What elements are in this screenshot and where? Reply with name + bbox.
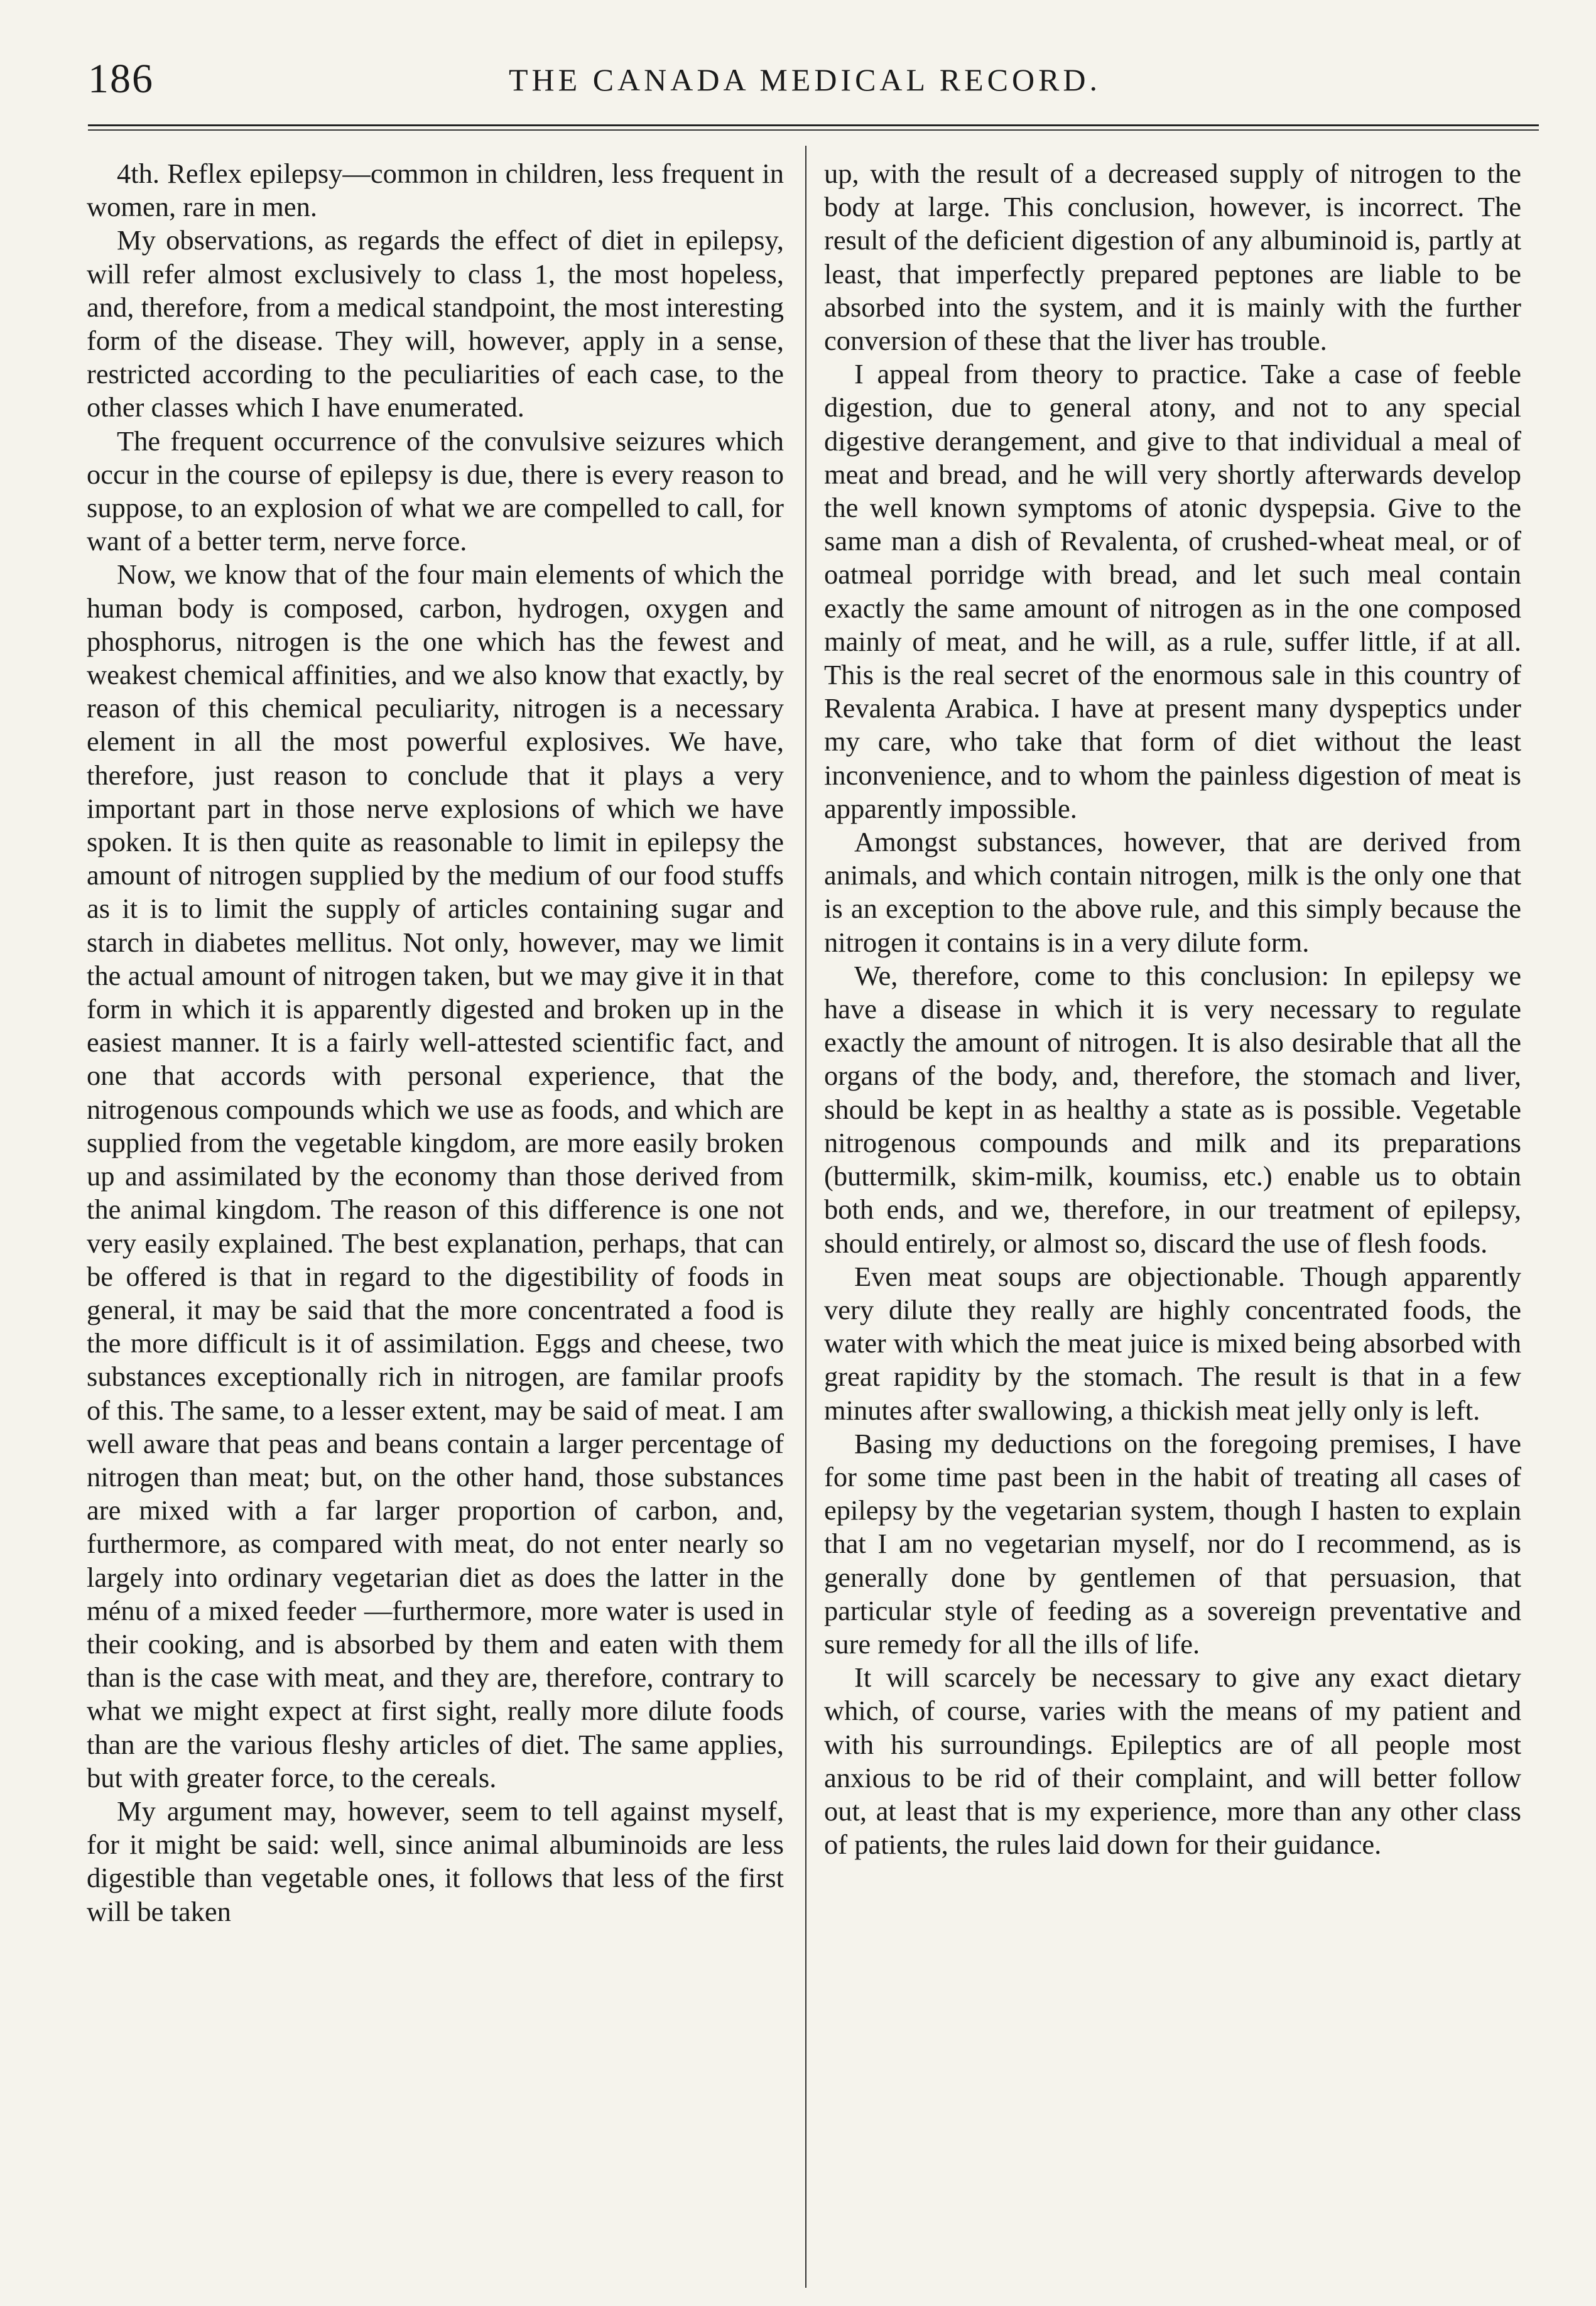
header-rule <box>88 124 1539 126</box>
page-number: 186 <box>88 56 154 102</box>
paragraph: Now, we know that of the four main elements of which the human body is composed, carbon, hydrogen, oxygen and phosphorus, nitrogen is the one which has the fewest and weakest chemical affinities, and we also know that exactly, by reason of this chemical peculiarity, nitrogen is a necessary element in all the most powerful explosives. We have, therefore, just reason to conclude that it plays a very important part in those nerve explosions of which we have spoken. It is then quite as reasonable to limit in epilepsy the amount of nitrogen supplied by the medium of our food stuffs as it is to limit the supply of articles containing sugar and starch in diabetes mellitus. Not only, however, may we limit the actual amount of nitrogen taken, but we may give it in that form in which it is apparently digested and broken up in the easiest manner. It is a fairly well-attested scientific fact, and one that accords with personal experience, that the nitrogenous compounds which we use as foods, and which are supplied from the vegetable kingdom, are more easily broken up and assimilated by the economy than those derived from the animal kingdom. The reason of this difference is one not very easily explained. The best explanation, perhaps, that can be offered is that in regard to the digestibility of foods in general, it may be said that the more concentrated a food is the more difficult is it of assimilation. Eggs and cheese, two substances exceptionally rich in nitrogen, are familar proofs of this. The same, to a lesser extent, may be said of meat. I am well aware that peas and beans contain a larger percentage of nitrogen than meat; but, on the other hand, those substances are mixed with a far larger proportion of carbon, and, furthermore, as compared with meat, do not enter nearly so largely into ordinary vegetarian diet as does the latter in the ménu of a mixed feeder —furthermore, more water is used in their cooking, and is absorbed by them and eaten with them than is the case with meat, and they are, therefore, contrary to what we might expect at first sight, really more dilute foods than are the various fleshy articles of diet. The same applies, but with greater force, to the cereals. <box>87 558 784 1793</box>
column-divider <box>805 146 806 2288</box>
paragraph: Even meat soups are objectionable. Though apparently very dilute they really are highly concentrated foods, the water with which the meat juice is mixed being absorbed with great rapidity by the stomach. The result is that in a few minutes after swallowing, a thickish meat jelly only is left. <box>824 1260 1521 1426</box>
right-column <box>824 157 1521 2280</box>
paragraph: The frequent occurrence of the convulsive seizures which occur in the course of epilepsy is due, there is every reason to suppose, to an explosion of what we are compelled to call, for want of a better term, nerve force. <box>87 425 784 557</box>
page-header <box>82 44 1545 113</box>
paragraph: up, with the result of a decreased supply of nitrogen to the body at large. This conclusion, however, is incorrect. The result of the deficient digestion of any albuminoid is, partly at least, that imperfectly prepared peptones are liable to be absorbed into the system, and it is mainly with the further conversion of these that the liver has trouble. <box>824 158 1521 357</box>
paragraph: We, therefore, come to this conclusion: In epilepsy we have a disease in which it is very necessary to regulate exactly the amount of nitrogen. It is also desirable that all the organs of the body, and, therefore, the stomach and liver, should be kept in as healthy a state as is possible. Vegetable nitrogenous compounds and milk and its preparations (buttermilk, skim-milk, koumiss, etc.) enable us to obtain both ends, and we, therefore, in our treatment of epilepsy, should entirely, or almost so, discard the use of flesh foods. <box>824 959 1521 1259</box>
paragraph: 4th. Reflex epilepsy—common in children, less frequent in women, rare in men. <box>87 158 784 223</box>
paragraph: My observations, as regards the effect of diet in epilepsy, will refer almost exclusively to class 1, the most hopeless, and, therefore, from a medical standpoint, the most interesting form of the disease. They will, however, apply in a sense, restricted according to the peculiarities of each case, to the other classes which I have enumerated. <box>87 224 784 423</box>
left-column <box>87 157 784 2280</box>
paragraph: Basing my deductions on the foregoing premises, I have for some time past been in the habit of treating all cases of epilepsy by the vegetarian system, though I hasten to explain that I am no vegetarian myself, nor do I recommend, as is generally done by gentlemen of that persuasion, that particular style of feeding as a sovereign preventative and sure remedy for all the ills of life. <box>824 1427 1521 1660</box>
journal-title: THE CANADA MEDICAL RECORD. <box>509 62 1102 97</box>
paragraph: It will scarcely be necessary to give any exact dietary which, of course, varies with the means of my patient and with his surroundings. Epileptics are of all people most anxious to be rid of their complaint, and will better follow out, at least that is my experience, more than any other class of patients, the rules laid down for their guidance. <box>824 1662 1521 1861</box>
paragraph: I appeal from theory to practice. Take a case of feeble digestion, due to general atony, and not to any special digestive derangement, and give to that individual a meal of meat and bread, and he will very shortly afterwards develop the well known symptoms of atonic dyspepsia. Give to the same man a dish of Revalenta, of crushed-wheat meal, or of oatmeal porridge with bread, and let such meal contain exactly the same amount of nitrogen as in the one composed mainly of meat, and he will, as a rule, suffer little, if at all. This is the real secret of the enormous sale in this country of Revalenta Arabica. I have at present many dyspeptics under my care, who take that form of diet without the least inconvenience, and to whom the painless digestion of meat is apparently impossible. <box>824 358 1521 824</box>
paragraph: Amongst substances, however, that are derived from animals, and which contain nitrogen, milk is the only one that is an exception to the above rule, and this simply because the nitrogen it contains is in a very dilute form. <box>824 826 1521 958</box>
header-rule-secondary <box>88 129 1539 131</box>
paragraph: My argument may, however, seem to tell against myself, for it might be said: well, since animal albuminoids are less digestible than vegetable ones, it follows that less of the first will be taken <box>87 1795 784 1927</box>
